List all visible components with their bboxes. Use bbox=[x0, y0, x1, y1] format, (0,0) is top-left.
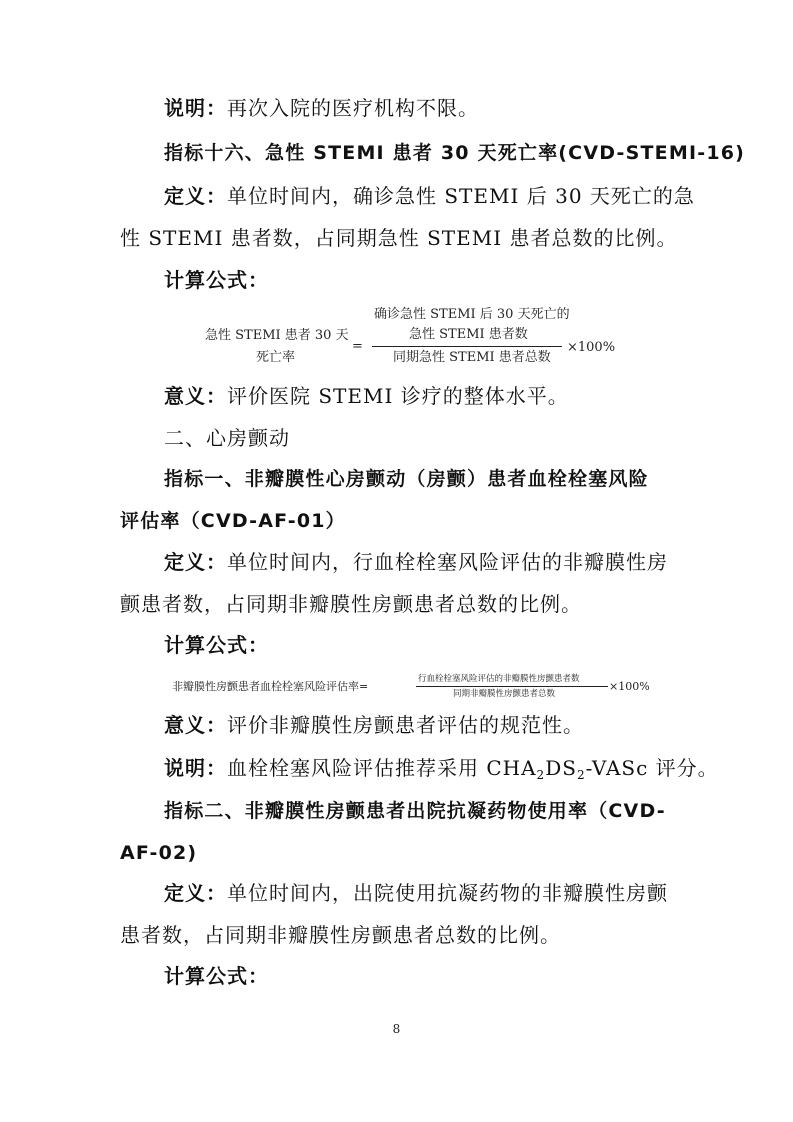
definition-16-line1 bbox=[164, 182, 695, 210]
formula1-multiplier: ×100% bbox=[567, 340, 616, 355]
significance-text: 评价非瓣膜性房颤患者评估的规范性。 bbox=[227, 713, 584, 737]
definition-text: 单位时间内，确诊急性 STEMI 后 30 天死亡的急 bbox=[227, 184, 695, 208]
definition-af02-line2: 患者数，占同期非瓣膜性房颤患者总数的比例。 bbox=[120, 923, 561, 947]
formula-label-af02: 计算公式： bbox=[164, 964, 269, 988]
definition-af01-line1 bbox=[164, 548, 668, 576]
formula1-equals: = bbox=[352, 339, 363, 354]
definition-af02-line1 bbox=[164, 879, 668, 907]
significance-text: 评价医院 STEMI 诊疗的整体水平。 bbox=[227, 384, 569, 408]
definition-text: 单位时间内，出院使用抗凝药物的非瓣膜性房颤 bbox=[227, 881, 668, 905]
formula2-denominator: 同期非瓣膜性房颤患者总数 bbox=[453, 689, 556, 699]
formula1-fraction-bar bbox=[372, 346, 562, 347]
definition-label: 定义： bbox=[164, 550, 227, 574]
note-label: 说明： bbox=[164, 96, 227, 120]
definition-label: 定义： bbox=[164, 184, 227, 208]
subscript-2: 2 bbox=[576, 768, 586, 782]
formula-label-af01: 计算公式： bbox=[164, 633, 269, 657]
note-text-c: -VASc 评分。 bbox=[585, 756, 719, 780]
significance-label: 意义： bbox=[164, 384, 227, 408]
note-text-a: 血栓栓塞风险评估推荐采用 CHA bbox=[227, 756, 537, 780]
note-cha2ds2vasc bbox=[164, 754, 719, 789]
formula2-numerator: 行血栓栓塞风险评估的非瓣膜性房颤患者数 bbox=[418, 674, 580, 684]
indicator-af-02-heading-line1: 指标二、非瓣膜性房颤患者出院抗凝药物使用率（CVD- bbox=[164, 800, 666, 822]
formula1-numerator-line1: 确诊急性 STEMI 后 30 天死亡的 bbox=[374, 307, 570, 322]
formula-label-16: 计算公式： bbox=[164, 268, 269, 292]
formula1-lhs-line1: 急性 STEMI 患者 30 天 bbox=[205, 328, 349, 343]
formula1-denominator: 同期急性 STEMI 患者总数 bbox=[393, 350, 551, 365]
note-text: 再次入院的医疗机构不限。 bbox=[227, 96, 479, 120]
note-text-b: DS bbox=[545, 756, 577, 780]
definition-16-line2: 性 STEMI 患者数，占同期急性 STEMI 患者总数的比例。 bbox=[120, 226, 678, 250]
indicator-af-01-heading-line1: 指标一、非瓣膜性心房颤动（房颤）患者血栓栓塞风险 bbox=[164, 468, 649, 490]
subscript-2: 2 bbox=[536, 768, 546, 782]
definition-label: 定义： bbox=[164, 881, 227, 905]
significance-label: 意义： bbox=[164, 713, 227, 737]
definition-af01-line2: 颤患者数，占同期非瓣膜性房颤患者总数的比例。 bbox=[120, 592, 582, 616]
note-readmission bbox=[164, 94, 479, 122]
indicator-16-heading: 指标十六、急性 STEMI 患者 30 天死亡率(CVD-STEMI-16) bbox=[164, 142, 746, 164]
formula2-lhs: 非瓣膜性房颤患者血栓栓塞风险评估率= bbox=[172, 680, 369, 693]
page-number: 8 bbox=[392, 1022, 401, 1036]
note-label: 说明： bbox=[164, 756, 227, 780]
section-heading-af: 二、心房颤动 bbox=[164, 426, 290, 450]
significance-16 bbox=[164, 382, 569, 410]
formula2-multiplier: ×100% bbox=[609, 680, 650, 693]
indicator-af-02-heading-line2: AF-02) bbox=[120, 842, 198, 864]
formula1-lhs-line2: 死亡率 bbox=[256, 350, 296, 365]
definition-text: 单位时间内，行血栓栓塞风险评估的非瓣膜性房 bbox=[227, 550, 668, 574]
formula2-fraction-bar bbox=[416, 686, 608, 687]
indicator-af-01-heading-line2: 评估率（CVD-AF-01） bbox=[120, 510, 346, 532]
significance-af01 bbox=[164, 711, 584, 739]
formula1-numerator-line2: 急性 STEMI 患者数 bbox=[409, 327, 528, 342]
